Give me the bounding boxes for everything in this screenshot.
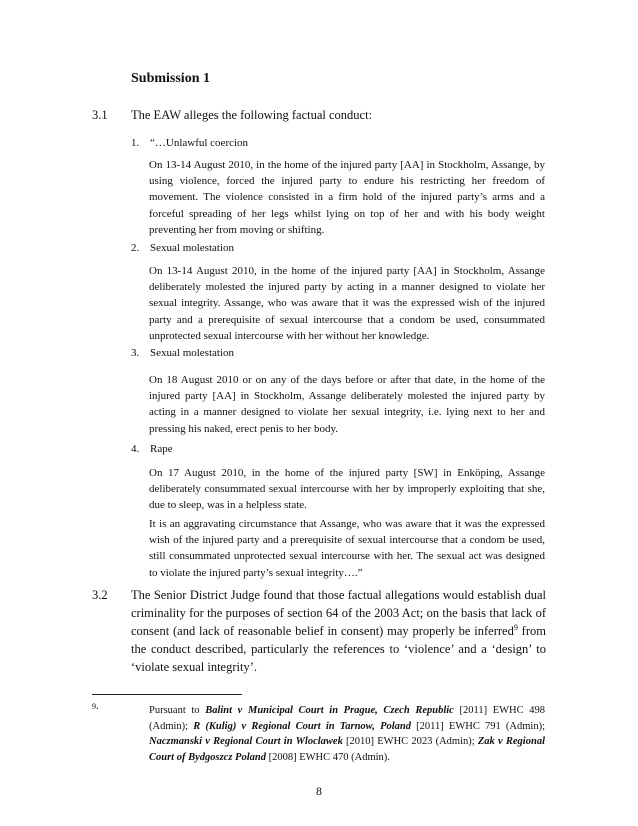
footnote-mark-number: 9	[92, 702, 96, 711]
item-body-continued: It is an aggravating circumstance that Assange, who was aware that it was the expressed wish of the injured party and a prerequisite of sexual intercourse that a condom be used, still consummated unprotected sexual intercourse with her. The sexual act was designed to violate the injured party’s sexual integrity….”	[149, 518, 545, 579]
paragraph-text	[131, 586, 546, 676]
case-name: Balint v Municipal Court in Prague, Czech Republic	[205, 705, 454, 716]
case-citation: [2011] EWHC 498 (Admin);	[149, 705, 546, 732]
item-title: “…Unlawful coercion	[150, 137, 249, 149]
footnote-reference[interactable]: 9	[513, 622, 518, 632]
page-number: 8	[316, 784, 322, 798]
item-body: On 13-14 August 2010, in the home of the injured party [AA] in Stockholm, Assange deliberately molested the injured party by acting in a manner designed to violate her sexual integrity. Assange, who was aware that it was the expressed wish of the injured party and a prerequisite of sexual intercourse that a condom be used, consummated unprotected sexual intercourse with her without her knowledge.	[149, 265, 545, 342]
paragraph-text: The EAW alleges the following factual conduct:	[131, 108, 373, 122]
item-body: On 18 August 2010 or on any of the days before or after that date, in the home of the injured party [AA] in Stockholm, Assange deliberately molested the injured party by acting in a manner designed to violate her sexual integrity, i.e. lying next to her and pressing his naked, erect penis to her body.	[149, 374, 545, 435]
footnote-mark	[92, 700, 99, 712]
item-title: Sexual molestation	[150, 347, 235, 359]
case-citation: [2011] EWHC 791 (Admin);	[411, 720, 546, 732]
item-title: Rape	[150, 443, 173, 455]
item-title: Sexual molestation	[150, 242, 235, 254]
case-name: Naczmanski v Regional Court in Wloclawek	[149, 736, 343, 748]
footnote-text	[149, 703, 545, 765]
footnote-divider	[92, 694, 242, 695]
item-body: On 17 August 2010, in the home of the injured party [SW] in Enköping, Assange deliberately consummated sexual intercourse with her by improperly exploiting that she, due to sleep, was in a helpless state.	[149, 467, 545, 512]
item-number: 4.	[131, 443, 140, 455]
footnote-intro: Pursuant to	[149, 705, 206, 716]
item-number: 3.	[131, 347, 140, 359]
case-name: R (Kulig) v Regional Court in Tarnow, Poland	[193, 720, 411, 732]
item-number: 2.	[131, 242, 140, 254]
paragraph-text-part: from the conduct described, particularly the references to ‘violence’ and a ‘design’ to ‘violate sexual integrity’.	[131, 624, 546, 674]
item-number: 1.	[131, 137, 140, 149]
paragraph-text-part: The Senior District Judge found that those factual allegations would establish dual criminality for the purposes of section 64 of the 2003 Act; on the basis that lack of consent (and lack of reasonable belief in consent) may properly be inferred	[131, 588, 546, 638]
case-name: Zak v Regional Court of Bydgoszcz Poland	[149, 736, 545, 763]
item-body: On 13-14 August 2010, in the home of the injured party [AA] in Stockholm, Assange, by using violence, forced the injured party to endure his restricting her freedom of movement. The violence consisted in a firm hold of the injured party’s arms and a forceful spreading of her legs whilst lying on top of her and with his body weight preventing her from moving or shifting.	[149, 159, 545, 236]
case-citation: [2010] EWHC 2023 (Admin);	[342, 736, 478, 748]
footnote-mark-suffix: .	[96, 700, 99, 712]
paragraph-number: 3.2	[92, 588, 108, 602]
case-citation: [2008] EWHC 470 (Admin).	[265, 751, 390, 763]
paragraph-number: 3.1	[92, 108, 108, 122]
section-heading: Submission 1	[131, 71, 210, 86]
